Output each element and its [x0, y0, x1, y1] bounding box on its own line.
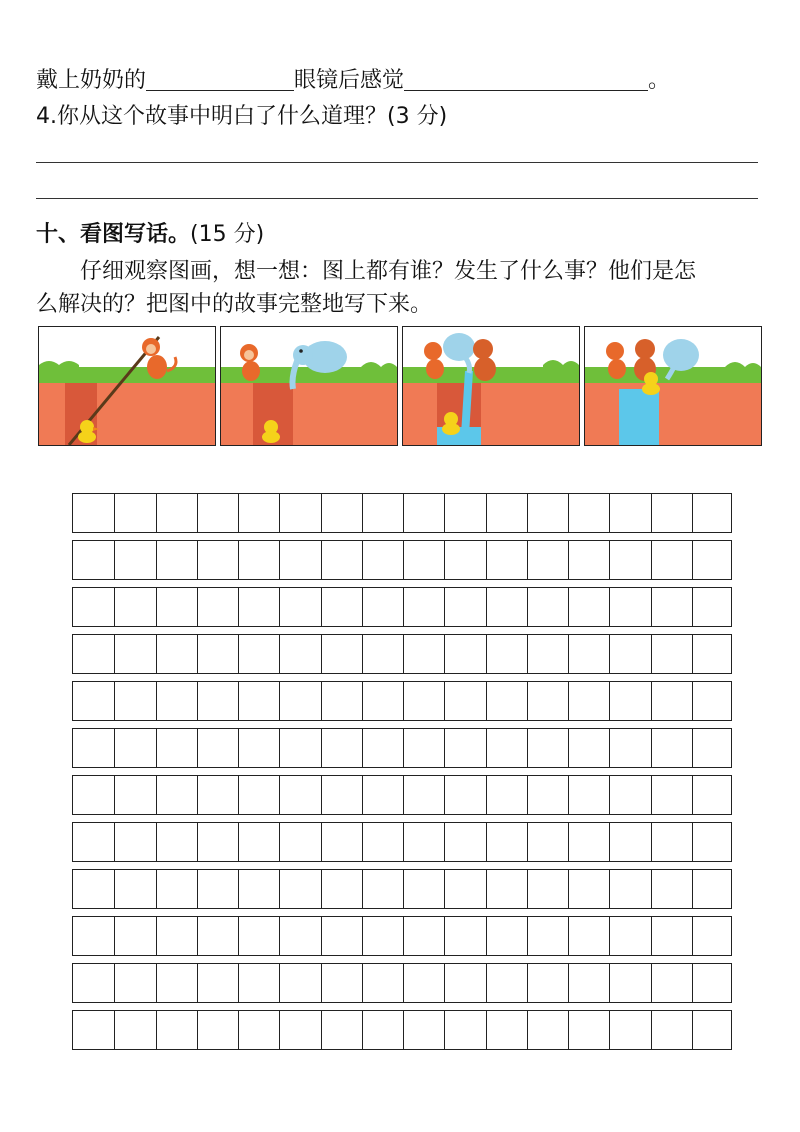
grid-cell-divider: [114, 964, 115, 1002]
grid-row: [72, 634, 732, 674]
grid-cell-divider: [156, 494, 157, 532]
grid-cell-divider: [651, 823, 652, 861]
grid-cell-divider: [692, 964, 693, 1002]
section-10-title: 十、看图写话。: [36, 222, 191, 247]
section-10-heading: [36, 220, 264, 250]
grid-cell-divider: [486, 635, 487, 673]
grid-cell-divider: [156, 964, 157, 1002]
grid-cell-divider: [692, 917, 693, 955]
grid-cell-divider: [486, 682, 487, 720]
grid-row: [72, 540, 732, 580]
grid-cell-divider: [197, 823, 198, 861]
grid-cell-divider: [651, 776, 652, 814]
q4-answer-line-1[interactable]: [36, 162, 758, 163]
grid-cell-divider: [403, 588, 404, 626]
grid-cell-divider: [609, 823, 610, 861]
grid-cell-divider: [486, 541, 487, 579]
grid-cell-divider: [692, 588, 693, 626]
grid-cell-divider: [609, 635, 610, 673]
grid-cell-divider: [362, 870, 363, 908]
grid-cell-divider: [486, 870, 487, 908]
grid-cell-divider: [279, 917, 280, 955]
grid-cell-divider: [527, 1011, 528, 1049]
grid-cell-divider: [651, 494, 652, 532]
grid-row: [72, 822, 732, 862]
grid-cell-divider: [197, 541, 198, 579]
grid-row: [72, 681, 732, 721]
grid-cell-divider: [527, 635, 528, 673]
grid-cell-divider: [527, 964, 528, 1002]
grid-cell-divider: [527, 541, 528, 579]
grid-row: [72, 493, 732, 533]
grid-cell-divider: [692, 494, 693, 532]
section-10-points: (15 分): [190, 222, 265, 247]
grid-cell-divider: [321, 964, 322, 1002]
grid-cell-divider: [651, 635, 652, 673]
grid-cell-divider: [403, 494, 404, 532]
section-10-instruction-1: 仔细观察图画，想一想：图上都有谁？发生了什么事？他们是怎: [80, 259, 697, 284]
grid-cell-divider: [156, 729, 157, 767]
grid-cell-divider: [279, 729, 280, 767]
grid-cell-divider: [609, 776, 610, 814]
grid-cell-divider: [444, 964, 445, 1002]
grid-cell-divider: [321, 776, 322, 814]
grid-cell-divider: [197, 494, 198, 532]
grid-cell-divider: [114, 541, 115, 579]
grid-cell-divider: [444, 494, 445, 532]
q3-blank-glasses[interactable]: [146, 68, 294, 91]
grid-cell-divider: [568, 1011, 569, 1049]
grid-cell-divider: [568, 635, 569, 673]
grid-cell-divider: [651, 588, 652, 626]
grid-cell-divider: [609, 541, 610, 579]
grid-cell-divider: [114, 494, 115, 532]
grid-cell-divider: [114, 870, 115, 908]
grid-cell-divider: [609, 1011, 610, 1049]
grid-cell-divider: [362, 823, 363, 861]
grid-cell-divider: [609, 494, 610, 532]
grid-cell-divider: [279, 1011, 280, 1049]
grid-cell-divider: [321, 635, 322, 673]
grid-cell-divider: [279, 776, 280, 814]
grid-cell-divider: [444, 729, 445, 767]
grid-cell-divider: [279, 588, 280, 626]
grid-cell-divider: [279, 964, 280, 1002]
grid-cell-divider: [692, 870, 693, 908]
grid-cell-divider: [321, 588, 322, 626]
grid-cell-divider: [156, 635, 157, 673]
grid-cell-divider: [197, 729, 198, 767]
grid-cell-divider: [444, 870, 445, 908]
grid-cell-divider: [197, 635, 198, 673]
grid-cell-divider: [527, 729, 528, 767]
grid-cell-divider: [651, 682, 652, 720]
grid-cell-divider: [156, 823, 157, 861]
q3-end: 。: [648, 68, 671, 93]
grid-cell-divider: [609, 964, 610, 1002]
grid-cell-divider: [527, 494, 528, 532]
grid-cell-divider: [486, 823, 487, 861]
grid-cell-divider: [403, 870, 404, 908]
grid-cell-divider: [114, 823, 115, 861]
grid-cell-divider: [321, 494, 322, 532]
grid-cell-divider: [238, 588, 239, 626]
grid-cell-divider: [568, 823, 569, 861]
grid-cell-divider: [238, 729, 239, 767]
picture-story-strip: [38, 326, 762, 446]
grid-cell-divider: [279, 635, 280, 673]
grid-cell-divider: [568, 541, 569, 579]
grid-cell-divider: [609, 588, 610, 626]
grid-cell-divider: [486, 729, 487, 767]
section-10-instruction-2: 么解决的？把图中的故事完整地写下来。: [36, 292, 433, 317]
grid-cell-divider: [197, 1011, 198, 1049]
grid-cell-divider: [486, 588, 487, 626]
grid-cell-divider: [238, 776, 239, 814]
grid-row: [72, 775, 732, 815]
grid-cell-divider: [238, 823, 239, 861]
grid-cell-divider: [279, 870, 280, 908]
grid-cell-divider: [403, 1011, 404, 1049]
grid-cell-divider: [362, 776, 363, 814]
grid-row: [72, 869, 732, 909]
grid-cell-divider: [444, 682, 445, 720]
grid-cell-divider: [527, 917, 528, 955]
grid-cell-divider: [197, 964, 198, 1002]
q3-middle: 眼镜后感觉: [294, 68, 405, 93]
grid-cell-divider: [156, 917, 157, 955]
grid-cell-divider: [651, 729, 652, 767]
grid-cell-divider: [651, 964, 652, 1002]
grid-cell-divider: [321, 729, 322, 767]
grid-cell-divider: [444, 1011, 445, 1049]
grid-cell-divider: [197, 588, 198, 626]
grid-row: [72, 1010, 732, 1050]
grid-cell-divider: [609, 870, 610, 908]
grid-cell-divider: [114, 635, 115, 673]
grid-cell-divider: [527, 776, 528, 814]
grid-cell-divider: [238, 494, 239, 532]
grid-cell-divider: [114, 776, 115, 814]
grid-cell-divider: [692, 729, 693, 767]
grid-cell-divider: [568, 870, 569, 908]
grid-cell-divider: [444, 635, 445, 673]
grid-cell-divider: [114, 917, 115, 955]
grid-cell-divider: [114, 682, 115, 720]
grid-cell-divider: [321, 1011, 322, 1049]
grid-cell-divider: [279, 494, 280, 532]
grid-cell-divider: [692, 1011, 693, 1049]
grid-cell-divider: [321, 541, 322, 579]
grid-cell-divider: [527, 823, 528, 861]
grid-cell-divider: [609, 682, 610, 720]
grid-cell-divider: [362, 588, 363, 626]
grid-cell-divider: [486, 917, 487, 955]
grid-cell-divider: [238, 870, 239, 908]
grid-cell-divider: [156, 1011, 157, 1049]
grid-cell-divider: [609, 729, 610, 767]
grid-cell-divider: [692, 541, 693, 579]
grid-cell-divider: [692, 776, 693, 814]
grid-cell-divider: [486, 494, 487, 532]
grid-cell-divider: [238, 635, 239, 673]
grid-cell-divider: [362, 1011, 363, 1049]
grid-cell-divider: [403, 776, 404, 814]
picture-panel-2: [220, 326, 398, 446]
grid-cell-divider: [692, 682, 693, 720]
grid-row: [72, 728, 732, 768]
grid-cell-divider: [362, 682, 363, 720]
grid-cell-divider: [279, 823, 280, 861]
grid-cell-divider: [527, 588, 528, 626]
grid-cell-divider: [197, 776, 198, 814]
grid-cell-divider: [197, 682, 198, 720]
grid-cell-divider: [692, 823, 693, 861]
grid-cell-divider: [114, 588, 115, 626]
picture-panel-4: [584, 326, 762, 446]
grid-row: [72, 916, 732, 956]
q3-prefix: 戴上奶奶的: [36, 68, 147, 93]
grid-cell-divider: [362, 494, 363, 532]
grid-cell-divider: [568, 494, 569, 532]
grid-cell-divider: [362, 917, 363, 955]
grid-cell-divider: [651, 870, 652, 908]
grid-cell-divider: [156, 682, 157, 720]
grid-cell-divider: [362, 729, 363, 767]
grid-cell-divider: [651, 917, 652, 955]
grid-cell-divider: [403, 729, 404, 767]
grid-cell-divider: [279, 541, 280, 579]
grid-cell-divider: [321, 823, 322, 861]
grid-cell-divider: [444, 588, 445, 626]
grid-cell-divider: [156, 870, 157, 908]
grid-cell-divider: [403, 682, 404, 720]
grid-cell-divider: [403, 964, 404, 1002]
grid-cell-divider: [238, 541, 239, 579]
grid-cell-divider: [238, 682, 239, 720]
grid-cell-divider: [403, 917, 404, 955]
picture-panel-1: [38, 326, 216, 446]
grid-row: [72, 963, 732, 1003]
question-3-fill-line: [36, 66, 670, 96]
grid-cell-divider: [114, 729, 115, 767]
grid-cell-divider: [321, 682, 322, 720]
grid-cell-divider: [568, 588, 569, 626]
grid-cell-divider: [114, 1011, 115, 1049]
grid-cell-divider: [444, 776, 445, 814]
grid-cell-divider: [362, 964, 363, 1002]
grid-cell-divider: [692, 635, 693, 673]
grid-cell-divider: [486, 1011, 487, 1049]
grid-cell-divider: [403, 635, 404, 673]
grid-cell-divider: [321, 870, 322, 908]
q3-blank-feeling[interactable]: [404, 68, 648, 91]
grid-cell-divider: [279, 682, 280, 720]
grid-cell-divider: [568, 964, 569, 1002]
grid-cell-divider: [568, 729, 569, 767]
grid-cell-divider: [568, 776, 569, 814]
picture-panel-3: [402, 326, 580, 446]
grid-cell-divider: [197, 870, 198, 908]
grid-cell-divider: [651, 541, 652, 579]
grid-cell-divider: [362, 541, 363, 579]
grid-cell-divider: [486, 776, 487, 814]
grid-cell-divider: [156, 588, 157, 626]
q4-answer-line-2[interactable]: [36, 198, 758, 199]
grid-cell-divider: [156, 776, 157, 814]
grid-cell-divider: [238, 1011, 239, 1049]
grid-cell-divider: [362, 635, 363, 673]
grid-cell-divider: [568, 682, 569, 720]
grid-cell-divider: [444, 917, 445, 955]
grid-cell-divider: [444, 541, 445, 579]
grid-cell-divider: [568, 917, 569, 955]
grid-cell-divider: [651, 1011, 652, 1049]
grid-cell-divider: [321, 917, 322, 955]
grid-row: [72, 587, 732, 627]
grid-cell-divider: [527, 682, 528, 720]
grid-cell-divider: [444, 823, 445, 861]
grid-cell-divider: [609, 917, 610, 955]
grid-cell-divider: [238, 917, 239, 955]
grid-cell-divider: [527, 870, 528, 908]
grid-cell-divider: [156, 541, 157, 579]
grid-cell-divider: [238, 964, 239, 1002]
grid-cell-divider: [486, 964, 487, 1002]
grid-cell-divider: [403, 541, 404, 579]
grid-cell-divider: [403, 823, 404, 861]
question-4: 4.你从这个故事中明白了什么道理？(3 分): [36, 104, 448, 129]
grid-cell-divider: [197, 917, 198, 955]
